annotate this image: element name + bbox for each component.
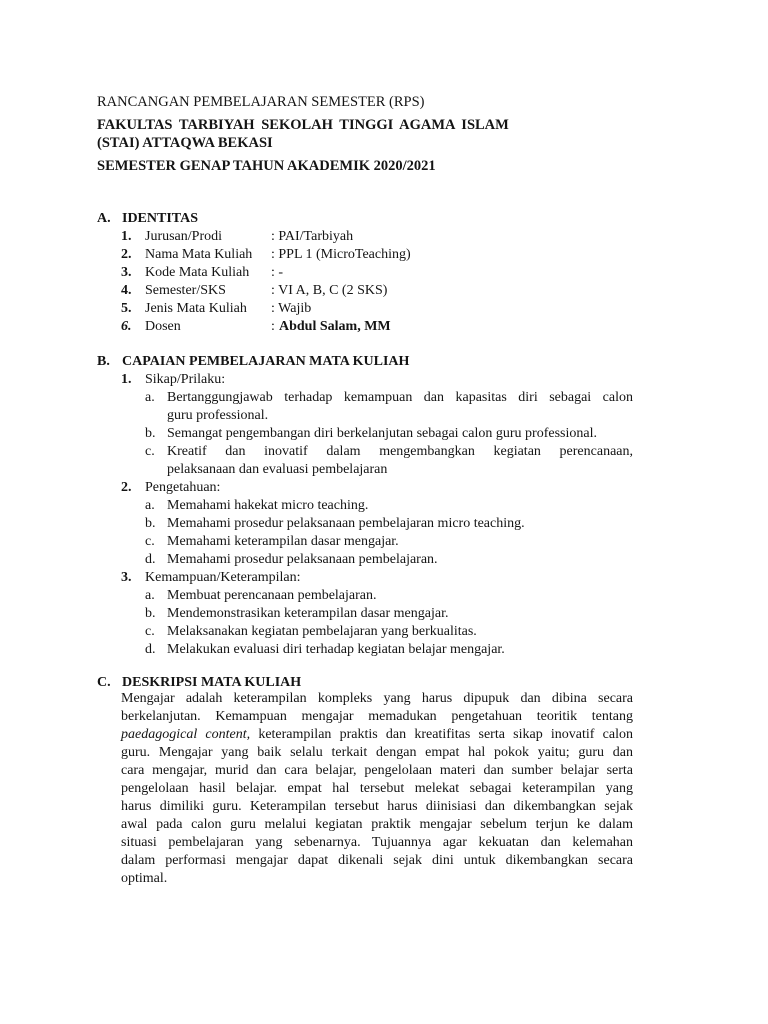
description-line: situasi pembelajaran yang sebenarnya. Tujuannya agar kekuatan dan kelemahan bbox=[121, 835, 633, 850]
row-value: : - bbox=[271, 265, 284, 280]
item-letter: b. bbox=[145, 516, 156, 531]
item-text: Melaksanakan kegiatan pembelajaran yang berkualitas. bbox=[167, 624, 477, 639]
doc-title: RANCANGAN PEMBELAJARAN SEMESTER (RPS) bbox=[97, 94, 425, 110]
item-text: Membuat perencanaan pembelajaran. bbox=[167, 588, 377, 603]
item-letter: a. bbox=[145, 390, 155, 405]
row-value: : VI A, B, C (2 SKS) bbox=[271, 283, 388, 298]
group-title: Pengetahuan: bbox=[145, 480, 221, 495]
item-letter: b. bbox=[145, 426, 156, 441]
lecturer-name: Abdul Salam, MM bbox=[279, 319, 391, 334]
row-value: : PPL 1 (MicroTeaching) bbox=[271, 247, 411, 262]
group-number: 2. bbox=[121, 480, 132, 495]
description-line: awal pada calon guru melalui kegiatan praktik mengajar sebelum terjun ke dalam bbox=[121, 817, 633, 832]
row-number: 6. bbox=[121, 319, 132, 334]
item-letter: b. bbox=[145, 606, 156, 621]
item-text: pelaksanaan dan evaluasi pembelajaran bbox=[167, 462, 388, 477]
row-label: Jurusan/Prodi bbox=[145, 229, 222, 244]
group-number: 3. bbox=[121, 570, 132, 585]
item-letter: a. bbox=[145, 588, 155, 603]
row-label: Nama Mata Kuliah bbox=[145, 247, 253, 262]
description-line: Mengajar adalah keterampilan kompleks yang harus dipupuk dan dibina secara bbox=[121, 691, 633, 706]
item-text: Memahami prosedur pelaksanaan pembelajaran. bbox=[167, 552, 438, 567]
description-line: berkelanjutan. Kemampuan mengajar memadukan pengetahuan teoritik tentang bbox=[121, 709, 633, 724]
description-paragraph bbox=[121, 690, 633, 888]
row-value: : PAI/Tarbiyah bbox=[271, 229, 354, 244]
item-text: Memahami keterampilan dasar mengajar. bbox=[167, 534, 399, 549]
row-label: Dosen bbox=[145, 319, 181, 334]
row-label: Kode Mata Kuliah bbox=[145, 265, 250, 280]
row-number: 4. bbox=[121, 283, 132, 298]
row-number: 5. bbox=[121, 301, 132, 316]
item-text: Memahami prosedur pelaksanaan pembelajaran micro teaching. bbox=[167, 516, 525, 531]
group-title: Kemampuan/Keterampilan: bbox=[145, 570, 301, 585]
group-number: 1. bbox=[121, 372, 132, 387]
item-letter: d. bbox=[145, 552, 156, 567]
section-b-title: CAPAIAN PEMBELAJARAN MATA KULIAH bbox=[122, 354, 410, 369]
row-value: : Wajib bbox=[271, 301, 312, 316]
row-label: Jenis Mata Kuliah bbox=[145, 301, 247, 316]
row-label: Semester/SKS bbox=[145, 283, 226, 298]
item-text: guru professional. bbox=[167, 408, 269, 423]
description-line: optimal. bbox=[121, 871, 168, 886]
row-number: 2. bbox=[121, 247, 132, 262]
description-line: guru. Mengajar yang baik selalu terkait dengan empat hal pokok yaitu; guru dan bbox=[121, 745, 633, 760]
section-c-letter: C. bbox=[97, 675, 111, 690]
item-text: Bertanggungjawab terhadap kemampuan dan kapasitas diri sebagai calon bbox=[167, 390, 633, 405]
description-line: dalam performasi mengajar dapat dikenali sejak dini untuk dikembangkan secara bbox=[121, 853, 633, 868]
description-line: pengelolaan hasil belajar. empat hal tersebut melekat sebagai keterampilan yang bbox=[121, 781, 633, 796]
section-a-title: IDENTITAS bbox=[122, 211, 198, 226]
description-line: harus dimiliki guru. Keterampilan tersebut harus diinisiasi dan dikembangkan sejak bbox=[121, 799, 633, 814]
description-text: keterampilan praktis dan kreatifitas serta sikap inovatif calon bbox=[250, 727, 633, 742]
item-letter: c. bbox=[145, 624, 155, 639]
section-c-title: DESKRIPSI MATA KULIAH bbox=[122, 675, 302, 690]
item-letter: a. bbox=[145, 498, 155, 513]
row-number: 1. bbox=[121, 229, 132, 244]
item-text: Mendemonstrasikan keterampilan dasar mengajar. bbox=[167, 606, 449, 621]
group-title: Sikap/Prilaku: bbox=[145, 372, 226, 387]
item-text: Melakukan evaluasi diri terhadap kegiatan belajar mengajar. bbox=[167, 642, 505, 657]
item-text: Semangat pengembangan diri berkelanjutan sebagai calon guru professional. bbox=[167, 426, 597, 441]
section-a-letter: A. bbox=[97, 211, 111, 226]
description-line: cara mengajar, murid dan cara belajar, pengelolaan materi dan sumber belajar serta bbox=[121, 763, 633, 778]
description-italic: paedagogical content, bbox=[121, 727, 251, 742]
item-text: Memahami hakekat micro teaching. bbox=[167, 498, 369, 513]
item-letter: d. bbox=[145, 642, 156, 657]
item-letter: c. bbox=[145, 444, 155, 459]
row-number: 3. bbox=[121, 265, 132, 280]
section-b-letter: B. bbox=[97, 354, 110, 369]
item-text: Kreatif dan inovatif dalam mengembangkan kegiatan perencanaan, bbox=[167, 444, 633, 459]
semester-line: SEMESTER GENAP TAHUN AKADEMIK 2020/2021 bbox=[97, 158, 436, 174]
institution-line: (STAI) ATTAQWA BEKASI bbox=[97, 135, 273, 151]
faculty-line: FAKULTAS TARBIYAH SEKOLAH TINGGI AGAMA ISLAM bbox=[97, 117, 509, 133]
item-letter: c. bbox=[145, 534, 155, 549]
description-line bbox=[121, 726, 633, 744]
row-value-prefix: : bbox=[271, 319, 275, 334]
